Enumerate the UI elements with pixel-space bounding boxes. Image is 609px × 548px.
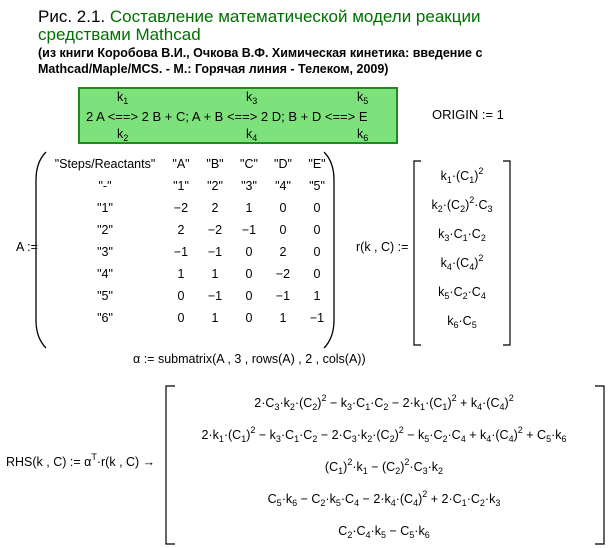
source-citation-line1: (из книги Коробова В.И., Очкова В.Ф. Химическая кинетика: введение с xyxy=(38,46,483,60)
rate-constant-k1: $k_1$ xyxy=(117,90,129,106)
matrix-cell: −1 xyxy=(309,311,325,325)
matrix-row xyxy=(46,307,334,329)
rhs-vector xyxy=(170,387,598,547)
matrix-cell: "2" xyxy=(97,223,113,237)
rate-vector xyxy=(420,162,504,336)
rhs-expression-5: $C_2\cdot C_4\cdot k_5 - C_5\cdot k_6$ xyxy=(338,524,430,540)
figure-title-continued: средствами Mathcad xyxy=(38,25,201,44)
matrix-cell: "4" xyxy=(275,179,291,193)
matrix-cell: −2 xyxy=(173,201,189,215)
rate-vector-label: r(k , C) := xyxy=(356,240,409,254)
matrix-cell: "3" xyxy=(241,179,257,193)
rhs-expression-4: $C_5\cdot k_6 - C_2\cdot k_5\cdot C_4 - 2\cdot k_4\cdot(C_4)^2 + 2\cdot C_1\cdot C_2\cdot k_3$ xyxy=(267,489,501,508)
alpha-definition: α := submatrix(A , 3 , rows(A) , 2 , cols(A)) xyxy=(133,352,366,366)
matrix-row xyxy=(46,219,334,241)
matrix-cell: 0 xyxy=(245,267,253,281)
rate-expression-2: $k_2\cdot(C_2)^2\cdot C_3$ xyxy=(431,195,493,214)
rate-expression-1: $k_1\cdot(C_1)^2$ xyxy=(440,166,484,185)
matrix-cell: 1 xyxy=(313,289,321,303)
rhs-label-right: ·r(k , C) → xyxy=(96,455,156,469)
matrix-row xyxy=(46,153,334,175)
matrix-cell: "1" xyxy=(97,201,113,215)
matrix-row xyxy=(46,263,334,285)
matrix-cell: "Steps/Reactants" xyxy=(54,157,156,171)
matrix-row xyxy=(46,241,334,263)
matrix-cell: 1 xyxy=(245,201,253,215)
rate-expression-3: $k_3\cdot C_1\cdot C_2$ xyxy=(438,227,486,243)
matrix-cell: 2 xyxy=(279,245,287,259)
matrix-cell: 0 xyxy=(279,201,287,215)
matrix-cell: 0 xyxy=(177,289,185,303)
matrix-cell: −2 xyxy=(275,267,291,281)
rate-constant-k4: $k_4$ xyxy=(246,127,258,143)
matrix-cell: 0 xyxy=(245,289,253,303)
matrix-cell: 0 xyxy=(313,267,321,281)
matrix-cell: 0 xyxy=(279,223,287,237)
matrix-cell: "A" xyxy=(172,157,190,171)
matrix-cell: 0 xyxy=(177,311,185,325)
matrix-cell: "C" xyxy=(240,157,258,171)
rate-expression-4: $k_4\cdot(C_4)^2$ xyxy=(440,253,484,272)
rhs-expression-1: $2\cdot C_3\cdot k_2\cdot(C_2)^2 - k_3\cdot C_1\cdot C_2 - 2\cdot k_1\cdot(C_1)^2 + k_4\cdot(C_4)^2$ xyxy=(254,393,514,412)
matrix-cell: 2 xyxy=(211,201,219,215)
rate-expression-6: $k_6\cdot C_5$ xyxy=(447,314,477,330)
matrix-cell: "1" xyxy=(173,179,189,193)
matrix-cell: 0 xyxy=(313,245,321,259)
matrix-cell: "3" xyxy=(97,245,113,259)
matrix-cell: 1 xyxy=(177,267,185,281)
matrix-cell: −1 xyxy=(207,245,223,259)
rate-constant-k3: $k_3$ xyxy=(246,90,258,106)
rhs-expression-3: $(C_1)^2\cdot k_1 - (C_2)^2\cdot C_3\cdot k_2$ xyxy=(324,457,444,476)
figure-title-text: Составление математической модели реакции xyxy=(109,7,481,26)
matrix-cell: 0 xyxy=(313,223,321,237)
figure-label: Рис. 2.1. xyxy=(38,7,106,26)
stoichiometry-matrix xyxy=(46,153,334,329)
rate-constant-k6: $k_6$ xyxy=(357,127,369,143)
rate-constant-k2: $k_2$ xyxy=(117,127,129,143)
reaction-equations: 2 A <==> 2 B + C; A + B <==> 2 D; B + D <==> E xyxy=(86,109,368,124)
rhs-label xyxy=(6,452,156,469)
matrix-row xyxy=(46,197,334,219)
matrix-cell: "5" xyxy=(97,289,113,303)
figure-title xyxy=(38,7,480,27)
matrix-cell: 0 xyxy=(245,245,253,259)
rate-expression-5: $k_5\cdot C_2\cdot C_4$ xyxy=(438,285,486,301)
matrix-cell: "D" xyxy=(274,157,292,171)
matrix-cell: "6" xyxy=(97,311,113,325)
matrix-cell: "2" xyxy=(207,179,223,193)
matrix-cell: −1 xyxy=(173,245,189,259)
matrix-cell: 2 xyxy=(177,223,185,237)
origin-definition: ORIGIN := 1 xyxy=(432,107,504,122)
matrix-cell: −1 xyxy=(241,223,257,237)
matrix-row xyxy=(46,175,334,197)
matrix-cell: "4" xyxy=(97,267,113,281)
matrix-a-label: A := xyxy=(16,240,38,254)
matrix-row xyxy=(46,285,334,307)
matrix-cell: "-" xyxy=(98,179,112,193)
matrix-cell: −2 xyxy=(207,223,223,237)
rhs-expression-2: $2\cdot k_1\cdot(C_1)^2 - k_3\cdot C_1\cdot C_2 - 2\cdot C_3\cdot k_2\cdot(C_2)^2 - k_5\cdot C_2\cdot C_4 + k_4\cdot(C_4)^2 + C_5\cdot k_6$ xyxy=(201,425,567,444)
matrix-cell: −1 xyxy=(275,289,291,303)
rhs-label-left: RHS(k , C) := α xyxy=(6,455,92,469)
matrix-cell: 1 xyxy=(279,311,287,325)
matrix-cell: "5" xyxy=(309,179,325,193)
matrix-cell: "B" xyxy=(206,157,224,171)
matrix-cell: −1 xyxy=(207,289,223,303)
matrix-cell: 0 xyxy=(245,311,253,325)
rate-constant-k5: $k_5$ xyxy=(357,90,369,106)
rhs-transpose: T xyxy=(91,452,97,462)
matrix-cell: 1 xyxy=(211,267,219,281)
matrix-cell: 0 xyxy=(313,201,321,215)
matrix-cell: 1 xyxy=(211,311,219,325)
source-citation-line2: Mathcad/Maple/MCS. - М.: Горячая линия - Телеком, 2009) xyxy=(38,62,389,76)
matrix-cell: "E" xyxy=(308,157,326,171)
